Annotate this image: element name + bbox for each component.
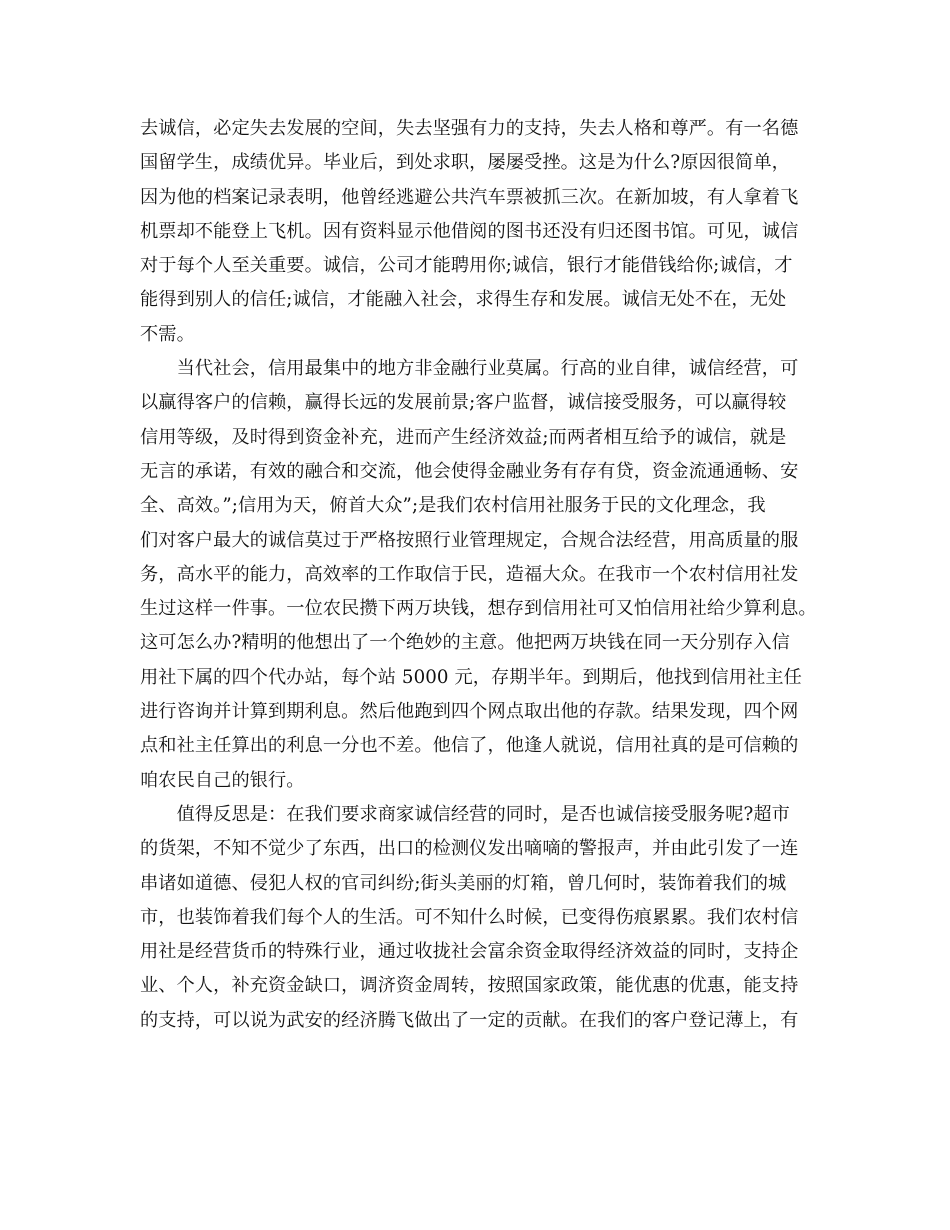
- document-body: [140, 112, 817, 1038]
- text-line: 串诸如道德、侵犯人权的官司纠纷;街头美丽的灯箱，曾几何时，装饰着我们的城: [140, 872, 787, 894]
- paragraph-1: [140, 112, 812, 352]
- text-line: 不需。: [140, 323, 195, 345]
- text-line: 生过这样一件事。一位农民攒下两万块钱，想存到信用社可又怕信用社给少算利息。: [140, 598, 817, 620]
- text-line: 去诚信，必定失去发展的空间，失去坚强有力的支持，失去人格和尊严。有一名德: [140, 118, 799, 139]
- text-line: 们对客户最大的诚信莫过于严格按照行业管理规定，合规合法经营，用高质量的服: [140, 529, 799, 551]
- text-line: 当代社会，信用最集中的地方非金融行业莫属。行高的业自律，诚信经营，可: [140, 358, 799, 380]
- text-line: 用社是经营货币的特殊行业，通过收拢社会富余资金取得经济效益的同时，支持企: [140, 941, 799, 963]
- text-line: 的支持，可以说为武安的经济腾飞做出了一定的贡献。在我们的客户登记薄上，有: [140, 1009, 799, 1031]
- paragraph-3: [140, 798, 812, 1038]
- text-line: 以赢得客户的信赖，赢得长远的发展前景;客户监督，诚信接受服务，可以赢得较: [140, 392, 787, 414]
- text-line: 务，高水平的能力，高效率的工作取信于民，造福大众。在我市一个农村信用社发: [140, 563, 799, 585]
- text-line: 机票却不能登上飞机。因有资料显示他借阅的图书还没有归还图书馆。可见，诚信: [140, 220, 799, 242]
- text-line: 点和社主任算出的利息一分也不差。他信了，他逢人就说，信用社真的是可信赖的: [140, 735, 799, 757]
- text-line: 因为他的档案记录表明，他曾经逃避公共汽车票被抓三次。在新加坡，有人拿着飞: [140, 186, 799, 208]
- text-line: 无言的承诺，有效的融合和交流，他会使得金融业务有存有贷，资金流通通畅、安: [140, 460, 799, 482]
- text-line: 信用等级，及时得到资金补充，进而产生经济效益;而两者相互给予的诚信，就是: [140, 426, 787, 448]
- text-line: 咱农民自己的银行。: [140, 769, 305, 791]
- text-line: 能得到别人的信任;诚信，才能融入社会，求得生存和发展。诚信无处不在，无处: [140, 289, 787, 311]
- text-line: 业、个人，补充资金缺口，调济资金周转，按照国家政策，能优惠的优惠，能支持: [140, 975, 799, 997]
- paragraph-2: [140, 352, 817, 798]
- text-line: 全、高效。”;信用为天，俯首大众”;是我们农村信用社服务于民的文化理念，我: [140, 495, 766, 517]
- text-line: 用社下属的四个代办站，每个站 5000 元，存期半年。到期后，他找到信用社主任: [140, 666, 802, 688]
- text-line: 的货架，不知不觉少了东西，出口的检测仪发出嘀嘀的警报声，并由此引发了一连: [140, 838, 799, 860]
- text-line: 国留学生，成绩优异。毕业后，到处求职，屡屡受挫。这是为什么?原因很简单，: [140, 152, 790, 174]
- text-line: 这可怎么办?精明的他想出了一个绝妙的主意。他把两万块钱在同一天分别存入信: [140, 632, 790, 654]
- text-line: 进行咨询并计算到期利息。然后他跑到四个网点取出他的存款。结果发现，四个网: [140, 701, 799, 723]
- text-line: 市，也装饰着我们每个人的生活。可不知什么时候，已变得伤痕累累。我们农村信: [140, 906, 799, 928]
- text-line: 对于每个人至关重要。诚信，公司才能聘用你;诚信，银行才能借钱给你;诚信，才: [140, 255, 793, 277]
- text-line: 值得反思是：在我们要求商家诚信经营的同时，是否也诚信接受服务呢?超市: [140, 803, 790, 825]
